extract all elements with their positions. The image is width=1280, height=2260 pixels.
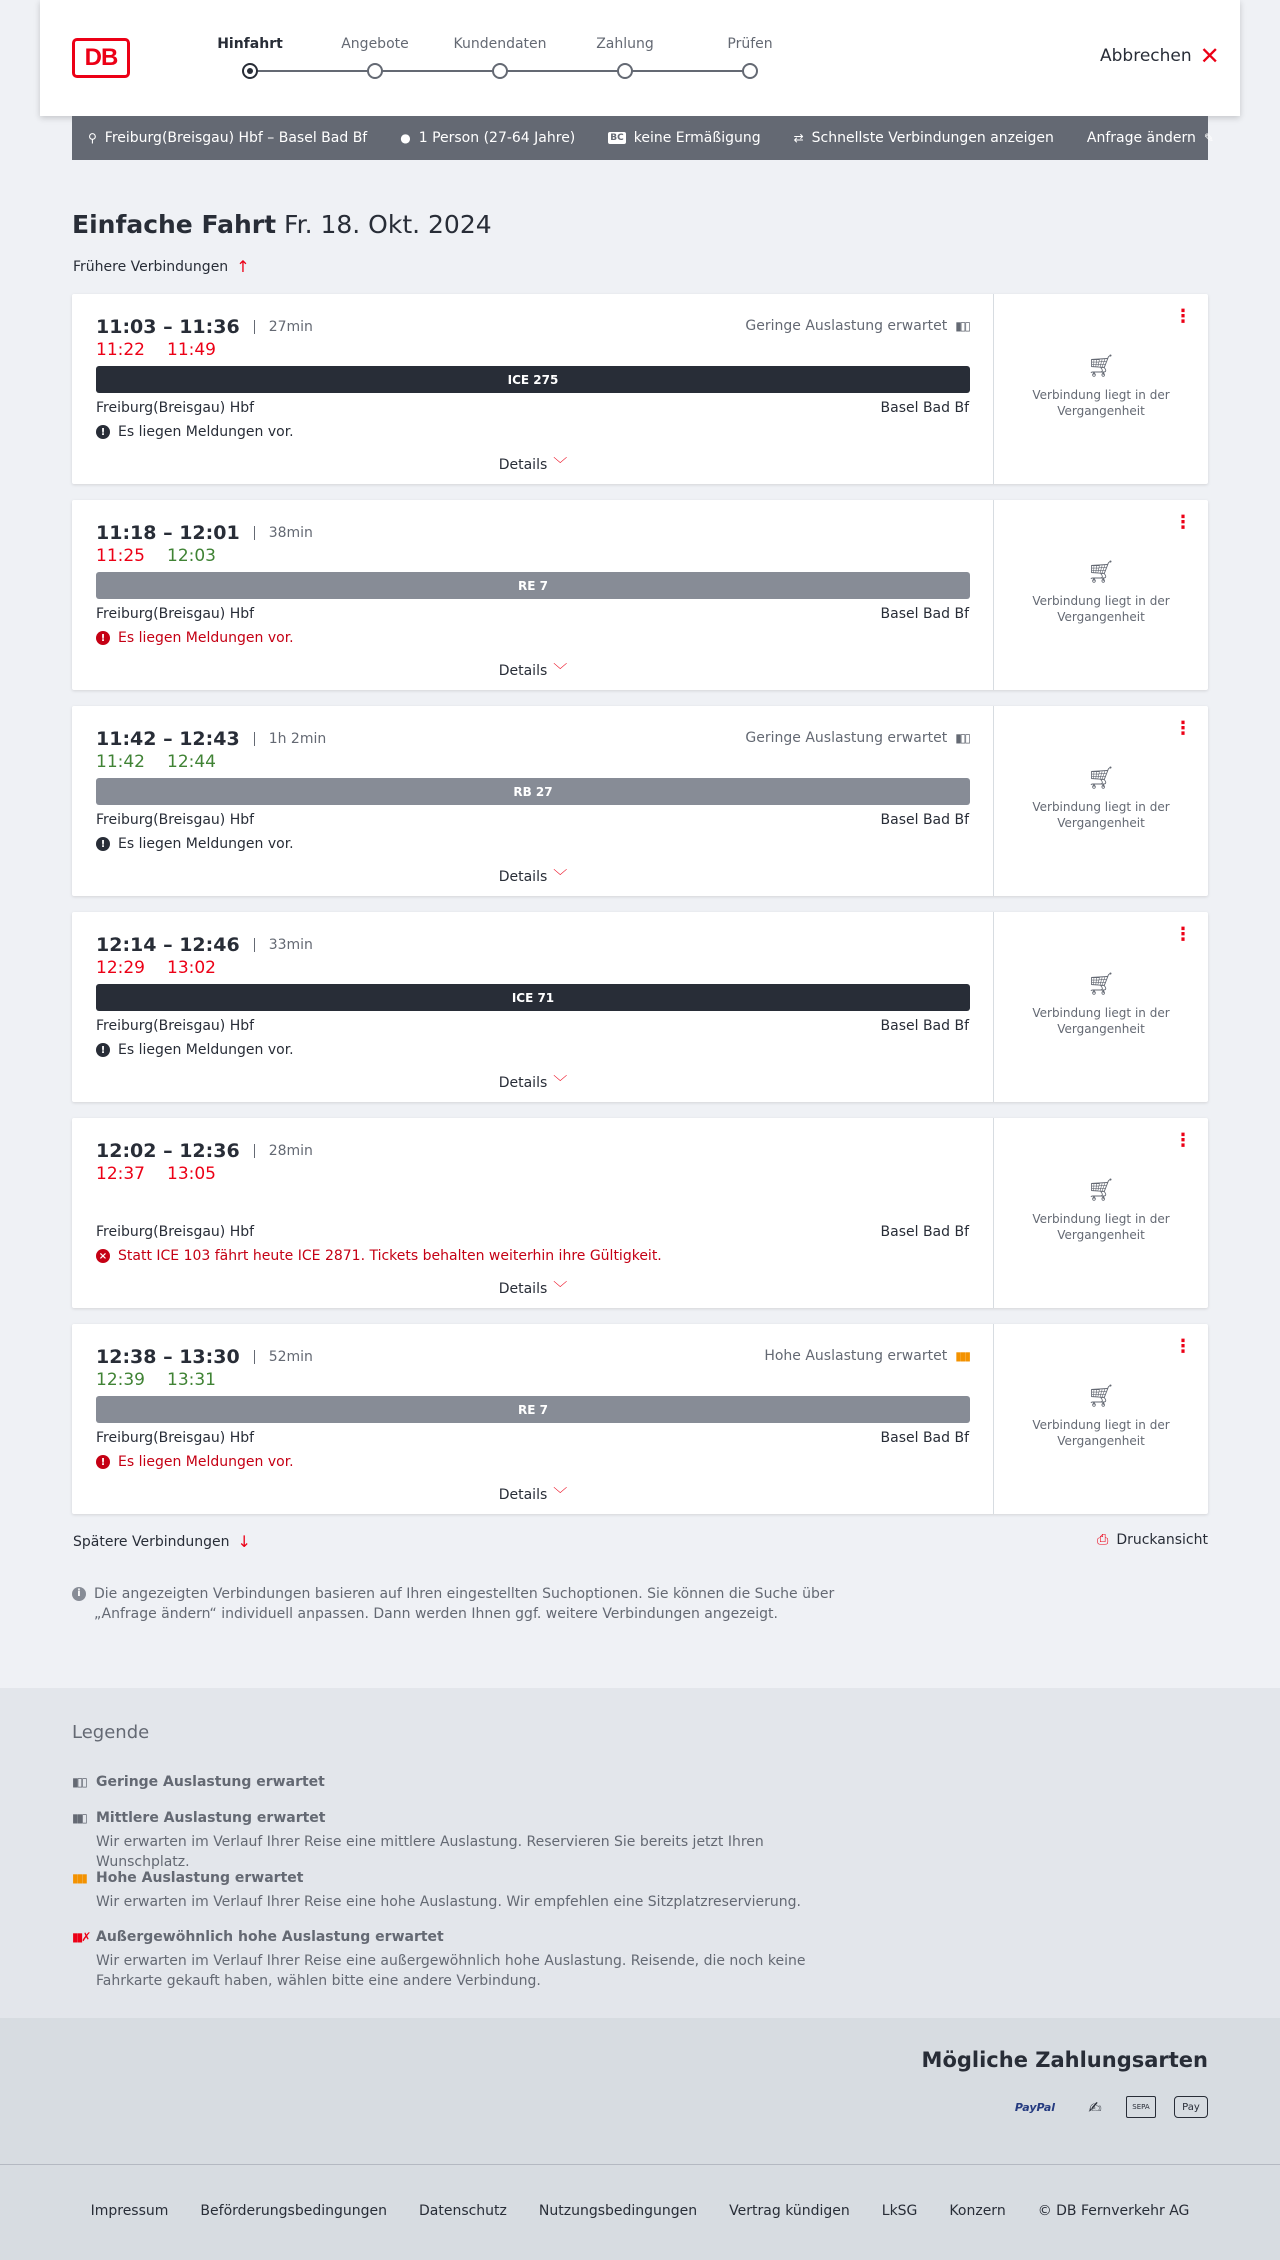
occupancy-very-high-icon: ▮▮✗	[72, 1930, 90, 1944]
connection-side	[994, 706, 1208, 896]
train-bar[interactable]: RE 7	[96, 572, 970, 599]
message-text: Es liegen Meldungen vor.	[118, 836, 294, 852]
train-bar[interactable]: ICE 71	[96, 984, 970, 1011]
step-dot-active	[242, 63, 258, 79]
connection-main	[72, 1118, 994, 1308]
info-icon: i	[72, 1587, 86, 1601]
persons-text: 1 Person (27-64 Jahre)	[418, 130, 576, 146]
realtime-times	[96, 958, 216, 978]
past-connection-text: Verbindung liegt in der Vergangenheit	[1032, 388, 1170, 418]
connection-card[interactable]	[72, 294, 1208, 484]
chevron-down-icon: ﹀	[553, 1487, 568, 1503]
connection-times	[96, 1140, 313, 1162]
realtime-departure: 12:29	[96, 958, 145, 978]
destination-station: Basel Bad Bf	[880, 1430, 969, 1446]
close-icon: ✕	[1199, 42, 1220, 70]
step-label: Angebote	[341, 36, 409, 52]
footer-links	[0, 2203, 1280, 2219]
origin-station: Freiburg(Breisgau) Hbf	[96, 1224, 255, 1240]
chevron-down-icon: ﹀	[553, 869, 568, 885]
step-angebote	[315, 34, 435, 79]
alert-icon: !	[96, 1455, 110, 1469]
occupancy-indicator	[745, 318, 969, 334]
footer-link[interactable]: Nutzungsbedingungen	[538, 2203, 698, 2219]
payment-icons	[1006, 2096, 1208, 2118]
details-label: Details	[498, 457, 548, 473]
footer-link[interactable]: Datenschutz	[418, 2203, 507, 2219]
apple-pay-icon	[1174, 2096, 1208, 2118]
destination-station: Basel Bad Bf	[880, 606, 969, 622]
direct-debit-icon: ✍	[1088, 2097, 1102, 2117]
cart-unavailable	[994, 560, 1208, 625]
legend-section	[0, 1688, 1280, 2018]
step-hinfahrt	[190, 34, 310, 79]
realtime-times	[96, 340, 216, 360]
step-zahlung	[565, 34, 685, 79]
legend-title: Legende	[72, 1722, 150, 1743]
duration: 38min	[254, 526, 313, 540]
more-options-icon[interactable]: ⋮	[1174, 306, 1192, 327]
error-icon: ×	[96, 1249, 110, 1263]
route-text: Freiburg(Breisgau) Hbf – Basel Bad Bf	[104, 130, 368, 146]
occupancy-low-icon: ▮▯▯	[955, 731, 969, 745]
legend-item-high	[72, 1870, 852, 1912]
connection-times	[96, 1346, 313, 1368]
occupancy-text: Hohe Auslastung erwartet	[764, 1348, 948, 1364]
legend-item-title: Geringe Auslastung erwartet	[96, 1774, 325, 1790]
origin-station: Freiburg(Breisgau) Hbf	[96, 400, 255, 416]
details-label: Details	[498, 1487, 548, 1503]
footer-link[interactable]: Vertrag kündigen	[729, 2203, 850, 2219]
duration: 1h 2min	[254, 732, 327, 746]
trip-type: Einfache Fahrt	[72, 210, 277, 239]
occupancy-high-icon: ▮▮▮	[72, 1871, 86, 1885]
search-info-note	[72, 1584, 852, 1624]
connection-main	[72, 1324, 994, 1514]
step-pruefen	[690, 34, 810, 79]
realtime-arrival: 13:31	[167, 1370, 216, 1390]
realtime-arrival: 11:49	[167, 340, 216, 360]
connection-card[interactable]	[72, 1118, 1208, 1308]
occupancy-text: Geringe Auslastung erwartet	[745, 318, 948, 334]
details-toggle[interactable]	[72, 866, 994, 886]
connection-times	[96, 316, 313, 338]
discount-summary[interactable]	[608, 130, 760, 146]
realtime-departure: 11:25	[96, 546, 145, 566]
planned-times: 11:42 – 12:43	[96, 728, 240, 750]
occupancy-text: Geringe Auslastung erwartet	[745, 730, 948, 746]
train-bar[interactable]: RE 7	[96, 1396, 970, 1423]
occupancy-medium-icon: ▮▮▯	[72, 1811, 86, 1825]
footer-link[interactable]: Impressum	[90, 2203, 169, 2219]
connection-message	[96, 630, 294, 646]
duration: 52min	[254, 1350, 313, 1364]
planned-times: 11:03 – 11:36	[96, 316, 240, 338]
discount-text: keine Ermäßigung	[633, 130, 761, 146]
payment-methods-section	[0, 2018, 1280, 2164]
connection-message	[96, 1042, 294, 1058]
print-view-link[interactable]	[1097, 1532, 1208, 1548]
realtime-times	[96, 546, 216, 566]
footer-link[interactable]: Beförderungsbedingungen	[200, 2203, 387, 2219]
details-toggle[interactable]	[72, 1072, 994, 1092]
train-bar[interactable]: RB 27	[96, 778, 970, 805]
details-label: Details	[498, 869, 548, 885]
details-toggle[interactable]	[72, 1484, 994, 1504]
realtime-departure: 12:39	[96, 1370, 145, 1390]
passenger-summary[interactable]	[400, 130, 575, 146]
occupancy-low-icon: ▮▯▯	[955, 319, 969, 333]
cancel-button[interactable]	[1100, 42, 1240, 70]
footer-link[interactable]: Konzern	[949, 2203, 1006, 2219]
connection-times	[96, 522, 313, 544]
connection-card[interactable]	[72, 912, 1208, 1102]
details-label: Details	[498, 663, 548, 679]
cart-unavailable	[994, 972, 1208, 1037]
booking-stepper	[210, 34, 773, 84]
origin-station: Freiburg(Breisgau) Hbf	[96, 1018, 255, 1034]
step-dot	[742, 63, 758, 79]
chevron-down-icon: ﹀	[553, 1281, 568, 1297]
chevron-down-icon: ﹀	[553, 457, 568, 473]
connection-side	[994, 1324, 1208, 1514]
paypal-icon: PayPal	[1014, 2100, 1056, 2114]
origin-station: Freiburg(Breisgau) Hbf	[96, 812, 255, 828]
message-text: Statt ICE 103 fährt heute ICE 2871. Tickets behalten weiterhin ihre Gültigkeit.	[118, 1248, 662, 1264]
cart-disabled-icon: 🛒︎	[1087, 354, 1115, 379]
location-pin-icon: ⚲	[88, 131, 97, 145]
destination-station: Basel Bad Bf	[880, 1224, 969, 1240]
details-toggle[interactable]	[72, 454, 994, 474]
later-connections-link[interactable]	[73, 1532, 251, 1551]
connection-main	[72, 500, 994, 690]
more-options-icon[interactable]: ⋮	[1174, 1336, 1192, 1357]
alert-icon: !	[96, 425, 110, 439]
apple-pay-text: Pay	[1182, 2101, 1200, 2113]
step-dot	[617, 63, 633, 79]
realtime-times	[96, 752, 216, 772]
legend-item-medium	[72, 1810, 852, 1872]
realtime-arrival: 12:44	[167, 752, 216, 772]
step-label: Hinfahrt	[217, 36, 283, 52]
chevron-down-icon: ﹀	[553, 1075, 568, 1091]
fastest-text: Schnellste Verbindungen anzeigen	[811, 130, 1054, 146]
footer	[0, 2164, 1280, 2260]
connection-message	[96, 424, 294, 440]
legend-item-title: Außergewöhnlich hohe Auslastung erwartet	[96, 1929, 444, 1945]
details-label: Details	[498, 1281, 548, 1297]
connection-card[interactable]	[72, 500, 1208, 690]
details-toggle[interactable]	[72, 1278, 994, 1298]
connection-side	[994, 294, 1208, 484]
destination-station: Basel Bad Bf	[880, 812, 969, 828]
fastest-connections-toggle[interactable]	[794, 130, 1054, 146]
arrow-down-icon: ↓	[237, 1532, 251, 1551]
print-label: Druckansicht	[1116, 1532, 1208, 1548]
connection-main	[72, 912, 994, 1102]
route-summary[interactable]	[88, 130, 367, 146]
train-bar[interactable]: ICE 275	[96, 366, 970, 393]
realtime-departure: 11:22	[96, 340, 145, 360]
past-connection-text: Verbindung liegt in der Vergangenheit	[1032, 594, 1170, 624]
step-kundendaten	[440, 34, 560, 79]
connection-main	[72, 706, 994, 896]
cart-unavailable	[994, 1384, 1208, 1449]
cart-disabled-icon: 🛒︎	[1087, 766, 1115, 791]
legend-item-desc: Wir erwarten im Verlauf Ihrer Reise eine außergewöhnlich hohe Auslastung. Reisende, die noch keine Fahrkarte gekauft haben, wählen bitte eine andere Verbindung.	[96, 1953, 806, 1989]
planned-times: 12:02 – 12:36	[96, 1140, 240, 1162]
alert-icon: !	[96, 837, 110, 851]
connection-side	[994, 912, 1208, 1102]
legend-item-desc: Wir erwarten im Verlauf Ihrer Reise eine hohe Auslastung. Wir empfehlen eine Sitzplatzreservierung.	[96, 1894, 801, 1910]
more-options-icon[interactable]: ⋮	[1174, 924, 1192, 945]
db-logo-text: DB	[84, 44, 118, 71]
arrow-up-icon: ↑	[236, 257, 250, 276]
destination-station: Basel Bad Bf	[880, 400, 969, 416]
message-text: Es liegen Meldungen vor.	[118, 424, 294, 440]
destination-station: Basel Bad Bf	[880, 1018, 969, 1034]
occupancy-indicator	[764, 1348, 969, 1364]
cart-disabled-icon: 🛒︎	[1087, 1384, 1115, 1409]
connection-message	[96, 836, 294, 852]
connection-side	[994, 500, 1208, 690]
cart-disabled-icon: 🛒︎	[1087, 1178, 1115, 1203]
step-dot	[492, 63, 508, 79]
more-options-icon[interactable]: ⋮	[1174, 718, 1192, 739]
occupancy-high-icon: ▮▮▮	[955, 1349, 969, 1363]
footer-link[interactable]: © DB Fernverkehr AG	[1037, 2203, 1190, 2219]
alert-icon: !	[96, 631, 110, 645]
connection-message	[96, 1248, 662, 1264]
planned-times: 12:38 – 13:30	[96, 1346, 240, 1368]
cart-disabled-icon: 🛒︎	[1087, 972, 1115, 997]
planned-times: 12:14 – 12:46	[96, 934, 240, 956]
legend-item-title: Mittlere Auslastung erwartet	[96, 1810, 326, 1826]
connection-times	[96, 728, 326, 750]
change-request-button[interactable]	[1087, 130, 1214, 146]
connection-times	[96, 934, 313, 956]
origin-station: Freiburg(Breisgau) Hbf	[96, 1430, 255, 1446]
past-connection-text: Verbindung liegt in der Vergangenheit	[1032, 800, 1170, 830]
more-options-icon[interactable]: ⋮	[1174, 1130, 1192, 1151]
past-connection-text: Verbindung liegt in der Vergangenheit	[1032, 1212, 1170, 1242]
cart-unavailable	[994, 766, 1208, 831]
past-connection-text: Verbindung liegt in der Vergangenheit	[1032, 1006, 1170, 1036]
alert-icon: !	[96, 1043, 110, 1057]
occupancy-low-icon: ▮▯▯	[72, 1775, 86, 1789]
past-connection-text: Verbindung liegt in der Vergangenheit	[1032, 1418, 1170, 1448]
chevron-down-icon: ﹀	[553, 663, 568, 679]
connection-main	[72, 294, 994, 484]
connection-message	[96, 1454, 294, 1470]
cart-unavailable	[994, 354, 1208, 419]
pencil-icon: ✎	[1203, 131, 1214, 145]
planned-times: 11:18 – 12:01	[96, 522, 240, 544]
realtime-arrival: 13:05	[167, 1164, 216, 1184]
cart-disabled-icon: 🛒︎	[1087, 560, 1115, 585]
occupancy-indicator	[745, 730, 969, 746]
change-request-label: Anfrage ändern	[1086, 130, 1196, 146]
person-icon: ●	[400, 131, 411, 145]
message-text: Es liegen Meldungen vor.	[118, 1454, 294, 1470]
duration: 33min	[254, 938, 313, 952]
details-label: Details	[498, 1075, 548, 1091]
realtime-departure: 11:42	[96, 752, 145, 772]
footer-link[interactable]: LkSG	[881, 2203, 918, 2219]
payment-methods-title: Mögliche Zahlungsarten	[921, 2048, 1208, 2072]
step-label: Kundendaten	[453, 36, 547, 52]
note-text: Die angezeigten Verbindungen basieren auf Ihren eingestellten Suchoptionen. Sie können die Suche über „Anfrage ändern“ individuell anpassen. Dann werden Ihnen ggf. weitere Verbindungen angezeigt.	[94, 1586, 835, 1622]
realtime-arrival: 12:03	[167, 546, 216, 566]
realtime-departure: 12:37	[96, 1164, 145, 1184]
earlier-label: Frühere Verbindungen	[73, 258, 229, 275]
origin-station: Freiburg(Breisgau) Hbf	[96, 606, 255, 622]
legend-item-low	[72, 1774, 852, 1790]
connection-card[interactable]	[72, 1324, 1208, 1514]
realtime-arrival: 13:02	[167, 958, 216, 978]
step-label: Zahlung	[596, 36, 654, 52]
page-title	[72, 210, 492, 239]
duration: 28min	[254, 1144, 313, 1158]
connection-side	[994, 1118, 1208, 1308]
later-label: Spätere Verbindungen	[73, 1533, 230, 1550]
realtime-times	[96, 1164, 216, 1184]
legend-item-desc: Wir erwarten im Verlauf Ihrer Reise eine mittlere Auslastung. Reservieren Sie bereits jetzt Ihren Wunschplatz.	[96, 1834, 764, 1870]
cart-unavailable	[994, 1178, 1208, 1243]
legend-item-very-high	[72, 1929, 852, 1991]
header	[40, 0, 1240, 116]
details-toggle[interactable]	[72, 660, 994, 680]
duration: 27min	[254, 320, 313, 334]
cancel-label: Abbrechen	[1100, 46, 1192, 66]
message-text: Es liegen Meldungen vor.	[118, 630, 294, 646]
legend-item-title: Hohe Auslastung erwartet	[96, 1870, 304, 1886]
db-logo[interactable]	[72, 38, 130, 78]
trip-date: Fr. 18. Okt. 2024	[284, 210, 492, 239]
printer-icon: ⎙	[1097, 1532, 1109, 1548]
swap-arrows-icon: ⇄	[793, 131, 804, 145]
realtime-times	[96, 1370, 216, 1390]
connection-card[interactable]	[72, 706, 1208, 896]
bahncard-icon: BC	[610, 133, 624, 143]
step-label: Prüfen	[727, 36, 773, 52]
step-dot	[367, 63, 383, 79]
earlier-connections-link[interactable]	[73, 257, 250, 276]
sepa-icon: SEPA	[1126, 2096, 1156, 2118]
more-options-icon[interactable]: ⋮	[1174, 512, 1192, 533]
request-bar	[72, 116, 1214, 160]
message-text: Es liegen Meldungen vor.	[118, 1042, 294, 1058]
